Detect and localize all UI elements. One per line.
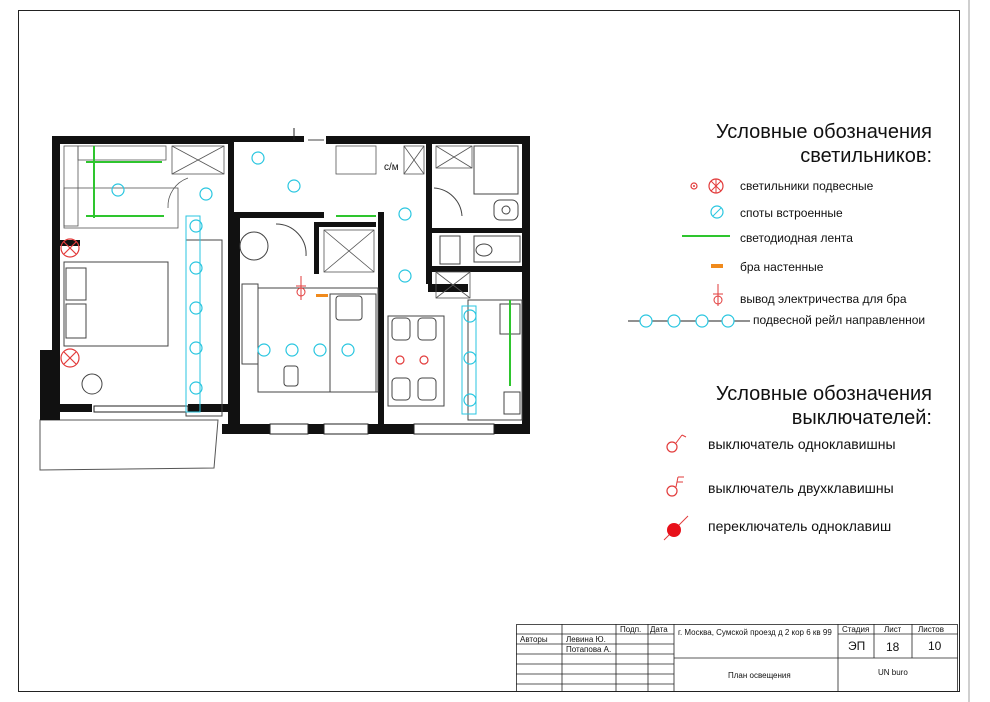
sheet-label: Лист (884, 625, 902, 634)
authors-label: Авторы (520, 635, 548, 644)
legend-item-single-switch: выключатель одноклавишны (708, 436, 896, 452)
legend-switches-title: Условные обозначения выключателей: (715, 383, 932, 429)
legend-item-led: светодиодная лента (740, 231, 853, 245)
led-strip-icon (682, 232, 730, 240)
toggle-switch-icon (662, 514, 690, 542)
drawing-title: План освещения (728, 671, 791, 680)
author-1: Левина Ю. (566, 635, 606, 644)
author-2: Потапова А. (566, 645, 612, 654)
wall-sconce-icon (708, 262, 726, 270)
bathroom-fixtures (434, 146, 520, 264)
recessed-spot-icon (708, 203, 726, 221)
stage-label: Стадия (842, 625, 870, 634)
windows (94, 128, 494, 434)
single-switch-icon (664, 431, 688, 455)
legend-item-double-switch: выключатель двухклавишны (708, 480, 894, 496)
double-switch-icon (664, 473, 688, 499)
pendant-lights (61, 239, 428, 367)
legend-item-toggle-switch: переключатель одноклавиш (708, 518, 892, 534)
page-edge (968, 0, 970, 702)
sign-label: Подп. (620, 625, 642, 634)
laundry-label: с/м (384, 162, 399, 173)
legend-item-rail: подвесной рейл направленнои (753, 313, 926, 327)
pendant-light-icon (688, 177, 728, 195)
sheets-label: Листов (918, 625, 944, 634)
office-furniture (240, 224, 378, 392)
stage-value: ЭП (848, 639, 866, 653)
bedroom-furniture (64, 240, 222, 416)
electrical-outlet-icon (710, 284, 726, 308)
sheets-value: 10 (928, 639, 942, 653)
legend-item-spot: споты встроенные (740, 206, 843, 220)
balcony (40, 420, 218, 470)
wall-sconce (316, 294, 328, 297)
track-rail-icon (628, 312, 750, 330)
recessed-spots (112, 152, 476, 406)
legend-item-outlet: вывод электричества для бра (740, 292, 907, 306)
legend-item-sconce: бра настенные (740, 260, 824, 274)
kitchen-furniture (308, 140, 522, 420)
title-block-text (516, 624, 958, 692)
address: г. Москва, Сумской проезд д 2 кор 6 кв 99 (678, 628, 832, 637)
date-label: Дата (650, 625, 668, 634)
firm-name: UN buro (878, 668, 908, 677)
sheet-value: 18 (886, 640, 900, 654)
legend-lights-title: Условные обозначения светильников: (715, 121, 932, 167)
legend-item-pendant: светильники подвесные (740, 179, 874, 193)
floor-plan (38, 128, 538, 478)
